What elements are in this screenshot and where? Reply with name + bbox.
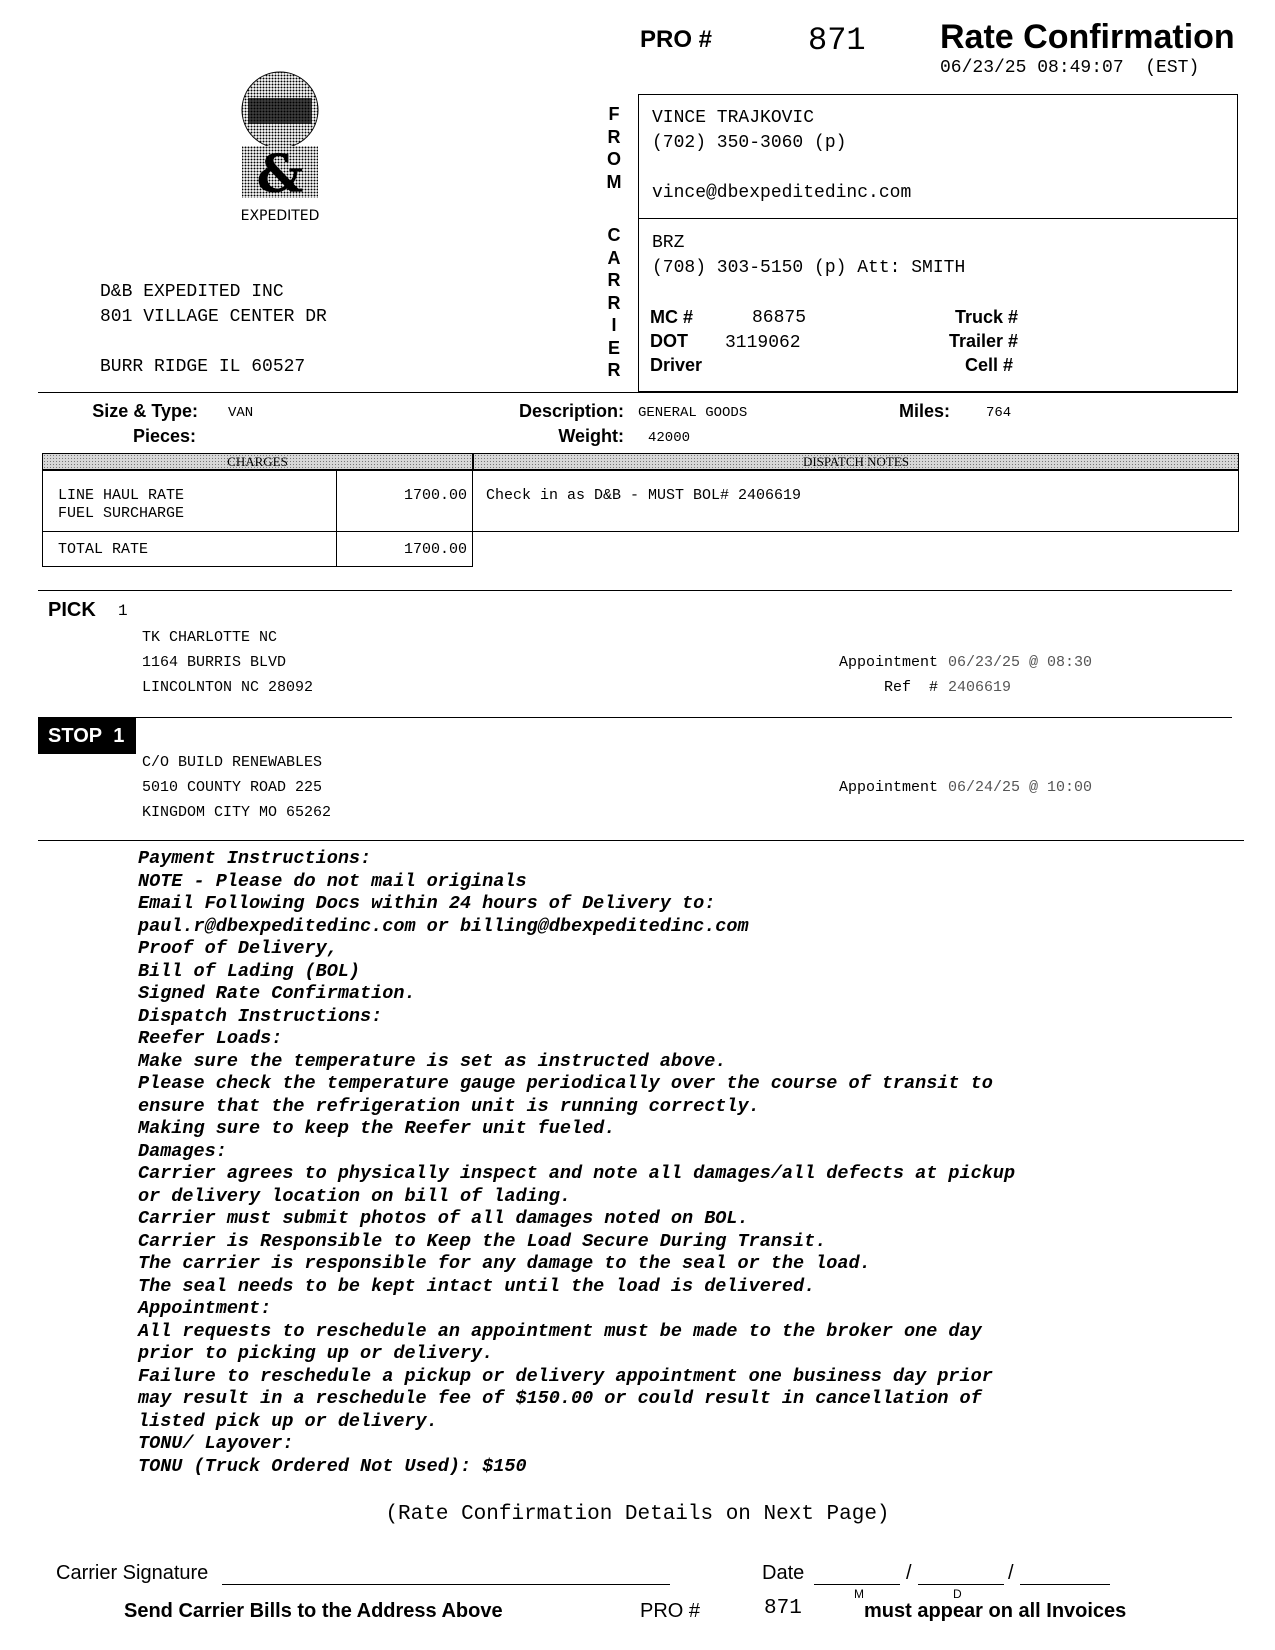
carrier-signature-label: Carrier Signature: [56, 1562, 209, 1584]
weight-value: 42000: [648, 430, 691, 446]
instruction-line: paul.r@dbexpeditedinc.com or billing@dbexpeditedinc.com: [138, 915, 749, 937]
pick-label: PICK: [48, 599, 96, 621]
trailer-label: Trailer #: [948, 331, 1018, 351]
instruction-line: Making sure to keep the Reefer unit fueled.: [138, 1118, 616, 1139]
total-rate-value: 1700.00: [403, 541, 467, 558]
description-label: Description:: [518, 401, 624, 421]
instruction-line: Damages:: [138, 1140, 227, 1162]
description-value: GENERAL GOODS: [638, 405, 748, 421]
instruction-line: The carrier is responsible for any damage to the seal or the load.: [138, 1253, 871, 1274]
stop-name: C/O BUILD RENEWABLES: [142, 754, 323, 771]
miles-label: Miles:: [898, 401, 950, 421]
instruction-line: Carrier must submit photos of all damages noted on BOL.: [138, 1208, 749, 1229]
send-bills-text: Send Carrier Bills to the Address Above: [124, 1600, 503, 1622]
pick-appointment-value: 06/23/25 @ 08:30: [948, 654, 1093, 671]
date-day-line[interactable]: [918, 1584, 1004, 1585]
must-appear-text: must appear on all Invoices: [864, 1600, 1127, 1622]
instruction-line: TONU (Truck Ordered Not Used): $150: [138, 1455, 527, 1477]
pro-label: PRO #: [640, 26, 713, 53]
svg-text:EXPEDITED: EXPEDITED: [240, 208, 320, 224]
cell-label: Cell #: [964, 355, 1013, 375]
pick-appointment-label: Appointment: [838, 654, 938, 671]
instruction-line: NOTE - Please do not mail originals: [138, 870, 527, 892]
dispatch-notes-text: Check in as D&B - MUST BOL# 2406619: [486, 487, 802, 504]
dot-label: DOT: [650, 331, 688, 351]
instruction-line: All requests to reschedule an appointment must be made to the broker one day: [138, 1320, 982, 1342]
instruction-line: Email Following Docs within 24 hours of Delivery to:: [138, 893, 716, 914]
instruction-line: prior to picking up or delivery.: [138, 1343, 494, 1364]
pick-number: 1: [118, 602, 128, 620]
pick-ref-label: Ref #: [883, 679, 938, 696]
date-label: Date: [762, 1562, 805, 1584]
charges-header: CHARGES: [42, 453, 473, 470]
carrier-vertical-label: C A R R I E R: [607, 225, 621, 380]
instruction-line: Make sure the temperature is set as instructed above.: [138, 1050, 727, 1072]
instruction-line: Carrier agrees to physically inspect and note all damages/all defects at pickup: [138, 1163, 1016, 1184]
company-city-state-zip: BURR RIDGE IL 60527: [100, 357, 306, 377]
pick-address: 1164 BURRIS BLVD: [142, 654, 287, 671]
driver-label: Driver: [650, 355, 703, 375]
dot-value: 3119062: [725, 333, 801, 353]
footer-pro-number: 871: [764, 1597, 802, 1620]
footer-pro-label: PRO #: [640, 1600, 701, 1622]
mc-label: MC #: [650, 307, 694, 327]
size-type-label: Size & Type:: [92, 401, 198, 421]
instruction-line: listed pick up or delivery.: [138, 1410, 438, 1432]
from-name: VINCE TRAJKOVIC: [652, 108, 815, 128]
instruction-line: ensure that the refrigeration unit is running correctly.: [138, 1095, 760, 1117]
carrier-phone: (708) 303-5150 (p) Att: SMITH: [652, 258, 966, 278]
instruction-line: Signed Rate Confirmation.: [138, 983, 416, 1004]
pick-ref-value: 2406619: [948, 679, 1012, 696]
instruction-line: The seal needs to be kept intact until the load is delivered.: [138, 1275, 816, 1297]
instruction-line: Payment Instructions:: [138, 848, 372, 869]
instruction-line: Failure to reschedule a pickup or delivery appointment one business day prior: [138, 1365, 993, 1387]
stop-separator: [38, 717, 1232, 718]
stop-city-state-zip: KINGDOM CITY MO 65262: [142, 804, 332, 821]
truck-label: Truck #: [954, 307, 1018, 327]
stop-appointment-label: Appointment: [838, 779, 938, 796]
pro-number: 871: [808, 22, 866, 59]
instruction-line: Please check the temperature gauge periodically over the course of transit to: [138, 1073, 993, 1094]
pieces-label: Pieces:: [132, 426, 196, 446]
instruction-line: may result in a reschedule fee of $150.00 or could result in cancellation of: [138, 1388, 982, 1409]
miles-value: 764: [986, 405, 1012, 421]
instruction-line: TONU/ Layover:: [138, 1433, 294, 1454]
instruction-line: Reefer Loads:: [138, 1028, 283, 1049]
company-name: D&B EXPEDITED INC: [100, 282, 284, 302]
next-page-note: (Rate Confirmation Details on Next Page): [385, 1503, 890, 1526]
header-separator: [38, 392, 1238, 393]
from-email: vince@dbexpeditedinc.com: [652, 183, 912, 203]
size-type-value: VAN: [228, 405, 254, 421]
instruction-line: Bill of Lading (BOL): [138, 960, 361, 982]
day-hint: D: [953, 1587, 962, 1601]
instruction-line: Appointment:: [138, 1298, 272, 1319]
company-address: 801 VILLAGE CENTER DR: [100, 307, 327, 327]
instruction-line: Proof of Delivery,: [138, 938, 338, 959]
date-month-line[interactable]: [814, 1584, 900, 1585]
from-vertical-label: F R O M: [606, 104, 622, 192]
weight-label: Weight:: [558, 426, 624, 446]
total-rate-label: TOTAL RATE: [58, 541, 149, 558]
instruction-line: Carrier is Responsible to Keep the Load Secure During Transit.: [138, 1230, 827, 1252]
dnb-expedited-logo-icon: [220, 68, 340, 226]
line-haul-value: 1700.00: [403, 487, 467, 504]
instruction-line: or delivery location on bill of lading.: [138, 1185, 571, 1207]
stop-badge: STOP 1: [38, 718, 136, 754]
month-hint: M: [854, 1587, 864, 1601]
date-separator: /: [1008, 1562, 1014, 1584]
mc-value: 86875: [752, 308, 807, 328]
from-phone: (702) 350-3060 (p): [652, 133, 847, 153]
stop-address: 5010 COUNTY ROAD 225: [142, 779, 323, 796]
dispatch-notes-header: DISPATCH NOTES: [473, 453, 1239, 470]
pick-city-state-zip: LINCOLNTON NC 28092: [142, 679, 314, 696]
carrier-signature-line[interactable]: [222, 1584, 670, 1585]
stop-appointment-value: 06/24/25 @ 10:00: [948, 779, 1093, 796]
instructions-list: [138, 848, 1015, 1478]
svg-text:&: &: [256, 144, 304, 205]
date-separator: /: [906, 1562, 912, 1584]
fuel-surcharge-label: FUEL SURCHARGE: [58, 505, 185, 522]
line-haul-label: LINE HAUL RATE: [58, 487, 185, 504]
date-year-line[interactable]: [1020, 1584, 1110, 1585]
box-divider: [638, 218, 1238, 219]
carrier-name: BRZ: [652, 233, 685, 253]
instruction-line: Dispatch Instructions:: [138, 1005, 383, 1027]
document-title: Rate Confirmation: [940, 18, 1235, 56]
timestamp: 06/23/25 08:49:07 (EST): [940, 58, 1200, 78]
pick-separator: [38, 590, 1232, 591]
pick-name: TK CHARLOTTE NC: [142, 629, 278, 646]
instructions-separator: [38, 840, 1244, 841]
